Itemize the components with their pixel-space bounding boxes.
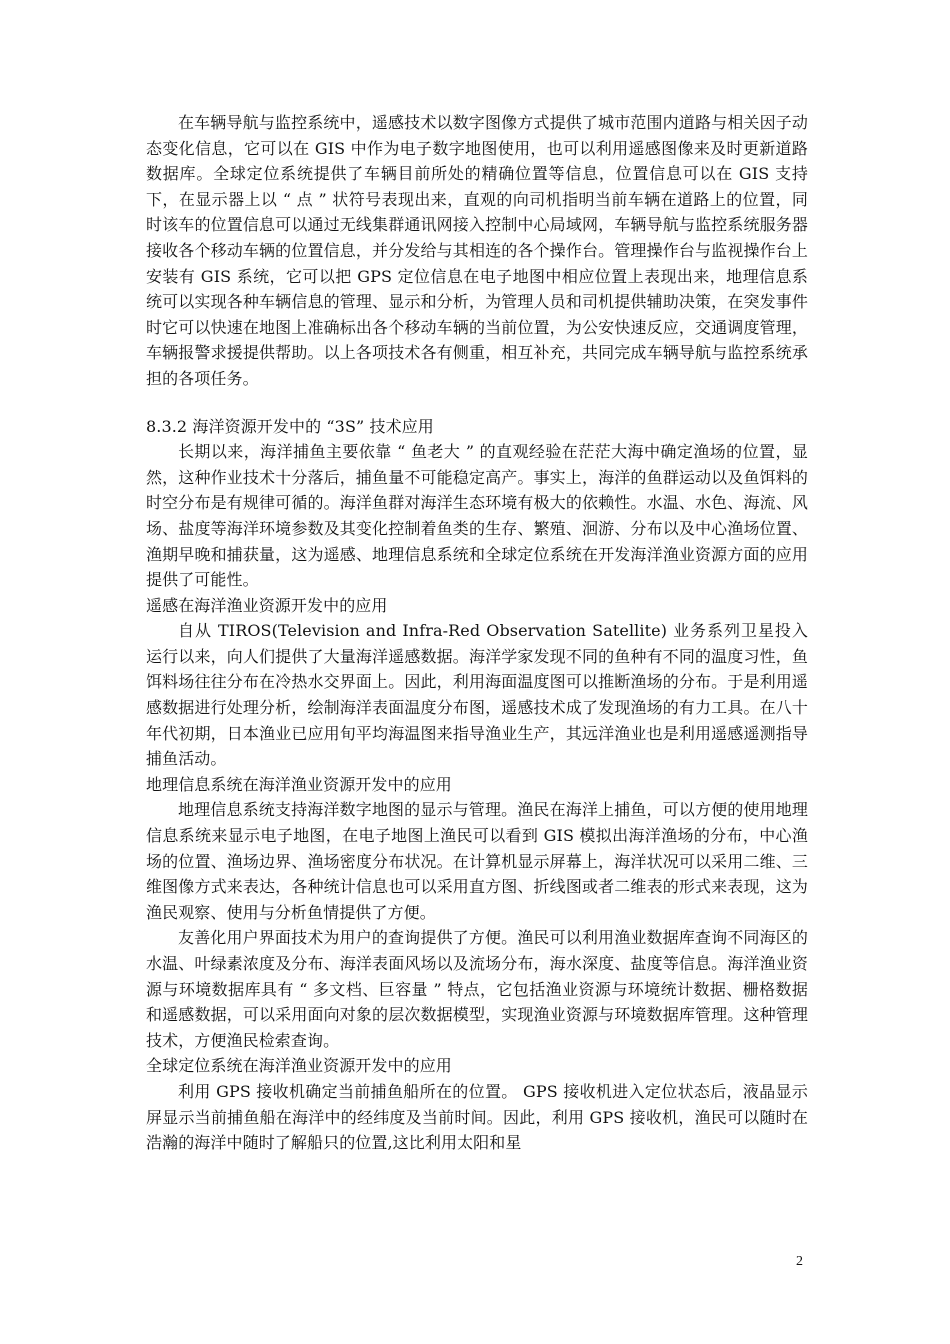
subheading-remote-sensing: 遥感在海洋渔业资源开发中的应用 (146, 595, 388, 615)
document-body (146, 110, 808, 1156)
subheading-gps: 全球定位系统在海洋渔业资源开发中的应用 (146, 1056, 452, 1076)
paragraph-spacer (146, 392, 808, 414)
paragraph-gis-display: 地理信息系统支持海洋数字地图的显示与管理。渔民在海洋上捕鱼，可以方便的使用地理信息系统来显示电子地图，在电子地图上渔民可以看到 GIS 模拟出海洋渔场的分布，中心渔场的位置、渔场边界、渔场密度分布状况。在计算机显示屏幕上，海洋状况可以采用二维、三维图像方式来表达，各种统计信息也可以采用直方图、折线图或者二维表的形式来表现，这为渔民观察、使用与分析鱼情提供了方便。 (146, 800, 808, 922)
paragraph-vehicle-navigation: 在车辆导航与监控系统中，遥感技术以数字图像方式提供了城市范围内道路与相关因子动态变化信息，它可以在 GIS 中作为电子数字地图使用，也可以利用遥感图像来及时更新道路数据库。全球定位系统提供了车辆目前所处的精确位置等信息，位置信息可以在 GIS 支持下，在显示器上以 “ 点 ” 状符号表现出来，直观的向司机指明当前车辆在道路上的位置，同时该车的位置信息可以通过无线集群通讯网接入控制中心局域网，车辆导航与监控系统服务器接收各个移动车辆的位置信息，并分发给与其相连的各个操作台。管理操作台与监视操作台上安装有 GIS 系统，它可以把 GPS 定位信息在电子地图中相应位置上表现出来，地理信息系统可以实现各种车辆信息的管理、显示和分析，为管理人员和司机提供辅助决策，在突发事件时它可以快速在地图上准确标出各个移动车辆的当前位置，为公安快速反应，交通调度管理，车辆报警求援提供帮助。以上各项技术各有侧重，相互补充，共同完成车辆导航与监控系统承担的各项任务。 (146, 113, 808, 388)
subheading-gis: 地理信息系统在海洋渔业资源开发中的应用 (146, 774, 452, 794)
page-number: 2 (796, 1254, 803, 1269)
section-heading-8-3-2: 8.3.2 海洋资源开发中的 “3S” 技术应用 (146, 416, 434, 436)
paragraph-ocean-fishing: 长期以来，海洋捕鱼主要依靠 “ 鱼老大 ” 的直观经验在茫茫大海中确定渔场的位置，显然，这种作业技术十分落后，捕鱼量不可能稳定高产。事实上，海洋的鱼群运动以及鱼饵料的时空分布是有规律可循的。海洋鱼群对海洋生态环境有极大的依赖性。水温、水色、海流、风场、盐度等海洋环境参数及其变化控制着鱼类的生存、繁殖、洄游、分布以及中心渔场位置、渔期早晚和捕获量，这为遥感、地理信息系统和全球定位系统在开发海洋渔业资源方面的应用提供了可能性。 (146, 442, 808, 590)
paragraph-user-interface: 友善化用户界面技术为用户的查询提供了方便。渔民可以利用渔业数据库查询不同海区的水温、叶绿素浓度及分布、海洋表面风场以及流场分布，海水深度、盐度等信息。海洋渔业资源与环境数据库具有 “ 多文档、巨容量 ” 特点，它包括渔业资源与环境统计数据、栅格数据和遥感数据，可以采用面向对象的层次数据模型，实现渔业资源与环境数据库管理。这种管理技术，方便渔民检索查询。 (146, 928, 808, 1050)
paragraph-tiros: 自从 TIROS(Television and Infra-Red Observation Satellite) 业务系列卫星投入运行以来，向人们提供了大量海洋遥感数据。海洋学家发现不同的鱼种有不同的温度习性，鱼饵料场往往分布在冷热水交界面上。因此，利用海面温度图可以推断渔场的分布。于是利用遥感数据进行处理分析，绘制海洋表面温度分布图，遥感技术成了发现渔场的有力工具。在八十年代初期，日本渔业已应用旬平均海温图来指导渔业生产，其远洋渔业也是利用遥感遥测指导捕鱼活动。 (146, 621, 808, 769)
paragraph-gps-receiver: 利用 GPS 接收机确定当前捕鱼船所在的位置。 GPS 接收机进入定位状态后，液晶显示屏显示当前捕鱼船在海洋中的经纬度及当前时间。因此，利用 GPS 接收机，渔民可以随时在浩瀚的海洋中随时了解船只的位置,这比利用太阳和星 (146, 1081, 808, 1153)
